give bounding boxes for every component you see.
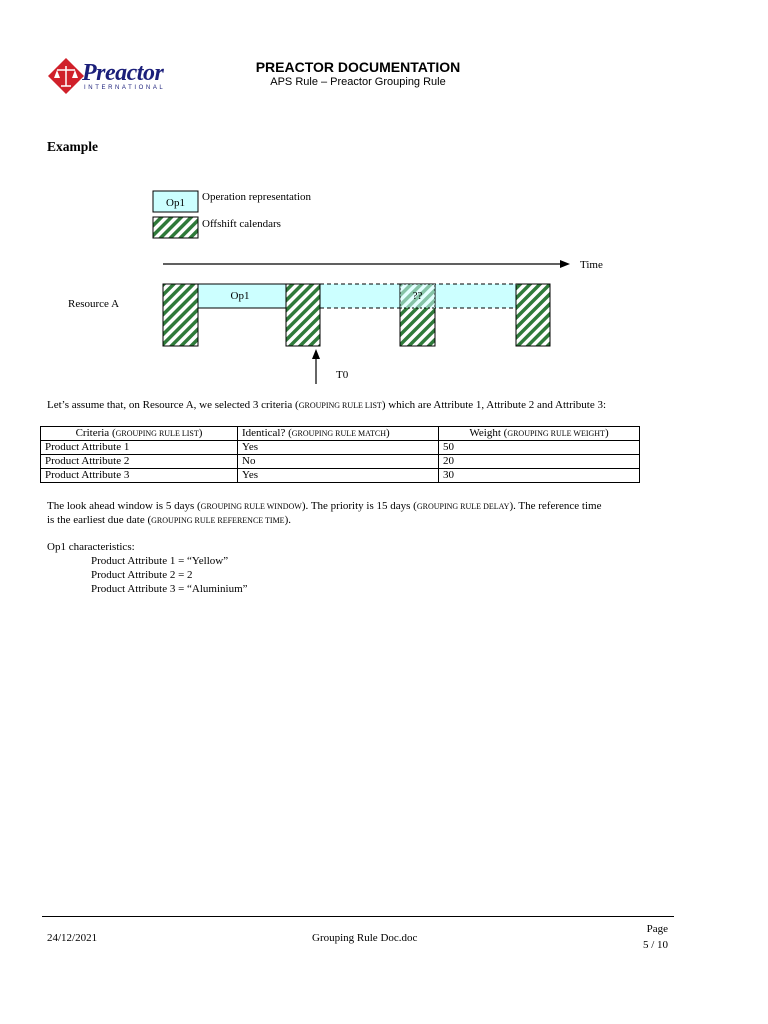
cell-identical: No xyxy=(238,455,439,469)
offshift-block xyxy=(516,284,550,346)
col-criteria: Criteria (GROUPING RULE LIST) xyxy=(41,427,238,441)
cell-identical: Yes xyxy=(238,441,439,455)
t0-label: T0 xyxy=(336,369,349,381)
cell-identical: Yes xyxy=(238,469,439,483)
intro-sentence: Let’s assume that, on Resource A, we selected 3 criteria (GROUPING RULE LIST) which are Attribute 1, Attribute 2 and Attribute 3: xyxy=(47,399,607,411)
legend-offshift-desc: Offshift calendars xyxy=(202,218,281,230)
op1-heading: Op1 characteristics: xyxy=(47,541,135,553)
footer-filename: Grouping Rule Doc.doc xyxy=(312,932,418,944)
table-row xyxy=(41,455,640,469)
footer-page-label: Page xyxy=(646,923,668,935)
footer-date: 24/12/2021 xyxy=(47,932,98,944)
unknown-op-label: ?? xyxy=(412,290,423,302)
time-arrow-head xyxy=(560,260,570,268)
col-weight: Weight (GROUPING RULE WEIGHT) xyxy=(439,427,640,441)
cell-weight: 50 xyxy=(439,441,640,455)
cell-criteria: Product Attribute 3 xyxy=(41,469,238,483)
offshift-block xyxy=(286,284,320,346)
criteria-table xyxy=(40,426,640,483)
section-title: Example xyxy=(47,139,99,154)
document-title: PREACTOR DOCUMENTATION xyxy=(255,59,461,75)
legend-op-label: Op1 xyxy=(166,197,185,209)
window-paragraph-line2: is the earliest due date (GROUPING RULE REFERENCE TIME). xyxy=(47,514,291,526)
cell-criteria: Product Attribute 1 xyxy=(41,441,238,455)
legend-op-desc: Operation representation xyxy=(202,191,312,203)
table-row xyxy=(41,469,640,483)
op1-bar-label: Op1 xyxy=(230,290,250,302)
cell-weight: 30 xyxy=(439,469,640,483)
window-paragraph-line1: The look ahead window is 5 days (GROUPING RULE WINDOW). The priority is 15 days (GROUPING RULE DELAY). The reference time xyxy=(47,500,602,512)
logo-wordmark: Preactor xyxy=(82,60,164,86)
cell-criteria: Product Attribute 2 xyxy=(41,455,238,469)
table-header-row xyxy=(41,427,640,441)
cell-weight: 20 xyxy=(439,455,640,469)
table-row xyxy=(41,441,640,455)
footer-divider xyxy=(42,916,674,917)
logo-subtext: INTERNATIONAL xyxy=(84,85,166,91)
time-label: Time xyxy=(580,259,603,271)
document-subtitle: APS Rule – Preactor Grouping Rule xyxy=(270,76,446,88)
resource-label: Resource A xyxy=(68,298,120,310)
col-identical: Identical? (GROUPING RULE MATCH) xyxy=(238,427,439,441)
op1-attribute: Product Attribute 3 = “Aluminium” xyxy=(91,583,248,595)
op1-attribute: Product Attribute 1 = “Yellow” xyxy=(91,555,229,567)
op1-attribute: Product Attribute 2 = 2 xyxy=(91,569,193,581)
legend-offshift-box xyxy=(153,217,198,238)
offshift-block xyxy=(163,284,198,346)
grouping-diagram xyxy=(0,180,768,390)
footer-page-number: 5 / 10 xyxy=(642,939,668,951)
scales-logo-icon xyxy=(46,56,86,96)
